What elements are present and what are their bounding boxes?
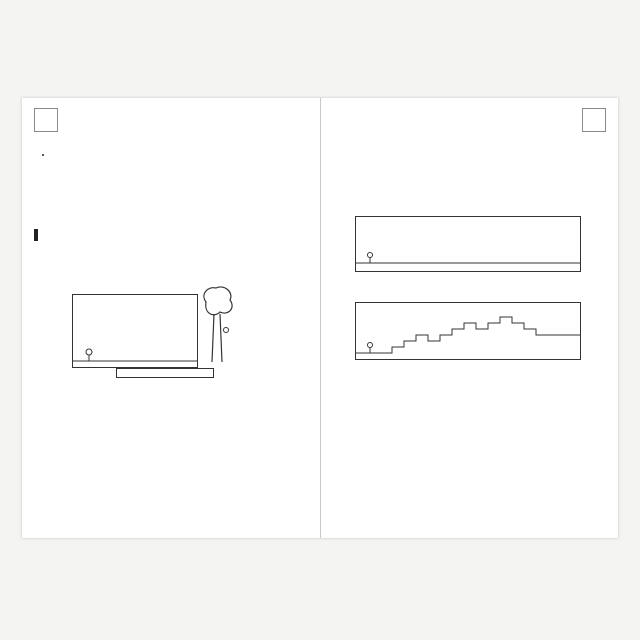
stairs-terrain-line <box>356 317 580 353</box>
bullet-item <box>52 150 302 160</box>
right-page <box>321 98 619 538</box>
sketch-stairs-level <box>355 302 581 360</box>
tree-drawing <box>198 284 238 364</box>
sketch-left-scene <box>72 294 198 368</box>
sketch-left-drawing <box>73 295 197 367</box>
climbing-character-icon <box>224 328 229 333</box>
tree-trunk-icon <box>212 314 222 362</box>
bullet-list <box>40 150 302 162</box>
sketch-flat-level <box>355 216 581 272</box>
left-page-number <box>34 108 58 132</box>
player-character-sketch <box>86 349 92 355</box>
player-icon <box>367 253 372 258</box>
book-spread <box>22 98 618 538</box>
player-icon <box>367 343 372 348</box>
right-page-number <box>582 108 606 132</box>
tree-character-sketch <box>198 284 238 364</box>
flat-level-drawing <box>356 217 580 271</box>
left-page <box>22 98 321 538</box>
stairs-level-drawing <box>356 303 580 359</box>
tree-canopy-icon <box>204 287 232 315</box>
sketch-caption <box>116 368 214 378</box>
heading-bar <box>34 229 38 241</box>
